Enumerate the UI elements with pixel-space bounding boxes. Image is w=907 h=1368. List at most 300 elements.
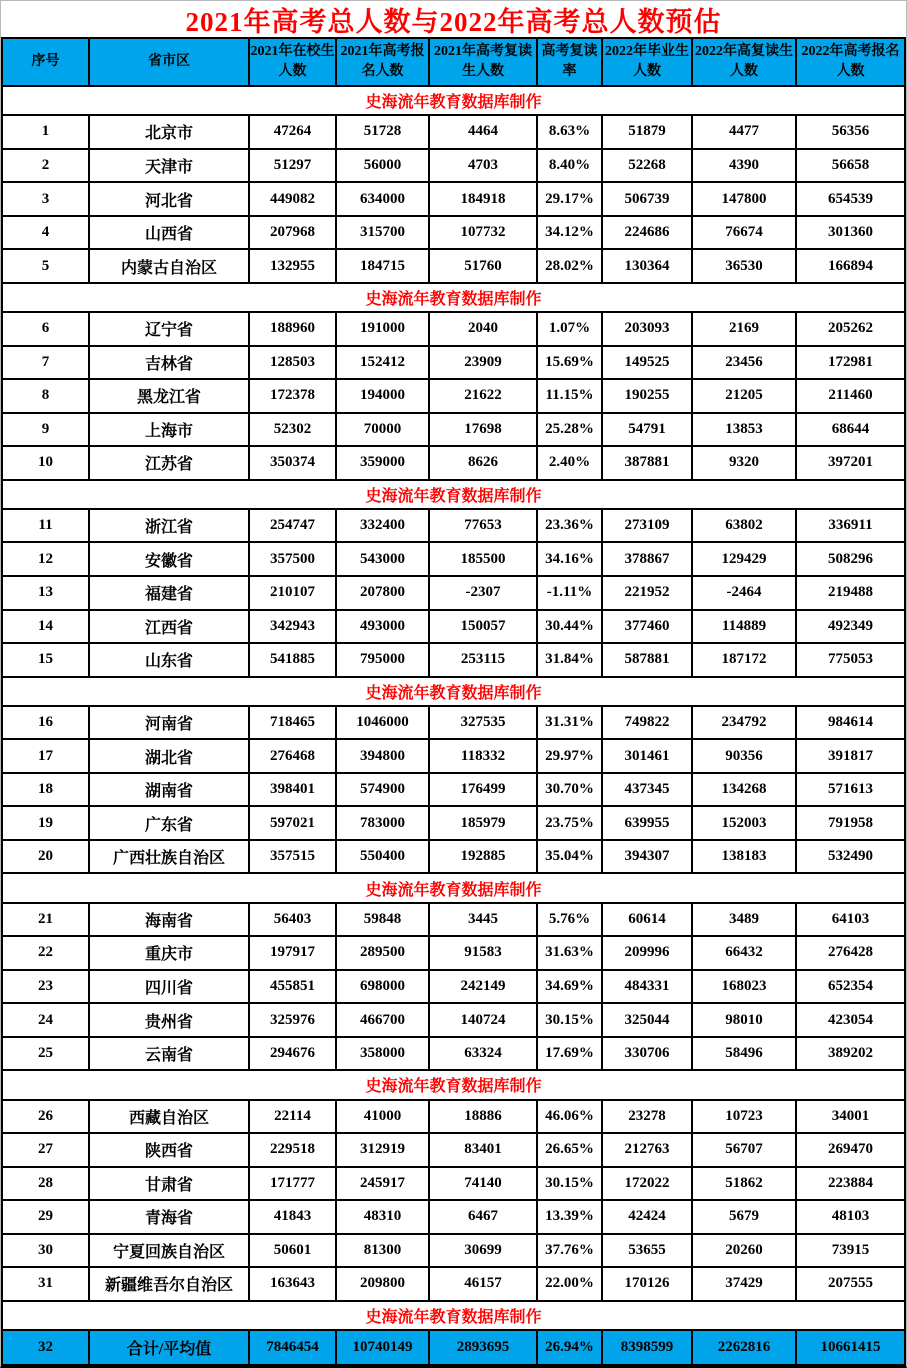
value-cell: 493000 [336,610,429,644]
row-index-cell: 11 [2,509,89,543]
province-name-cell: 广西壮族自治区 [89,840,249,874]
value-cell: -2464 [692,576,796,610]
row-index-cell: 23 [2,970,89,1004]
value-cell: 36530 [692,249,796,283]
province-row [2,840,905,874]
value-cell: 276428 [796,936,905,970]
value-cell: 41000 [336,1100,429,1134]
value-cell: 449082 [249,182,336,216]
province-row [2,706,905,740]
column-header-4: 2021年高考复读生人数 [429,38,537,86]
province-row [2,576,905,610]
province-name-cell: 内蒙古自治区 [89,249,249,283]
value-cell: 23278 [602,1100,692,1134]
province-name-cell: 宁夏回族自治区 [89,1234,249,1268]
province-name-cell: 湖南省 [89,773,249,807]
province-exam-table [1,37,906,1366]
value-cell: 377460 [602,610,692,644]
value-cell: 224686 [602,216,692,250]
value-cell: 8626 [429,446,537,480]
row-index-cell: 19 [2,806,89,840]
value-cell: 37.76% [537,1234,602,1268]
value-cell: 138183 [692,840,796,874]
value-cell: 30.15% [537,1003,602,1037]
row-index-cell: 13 [2,576,89,610]
row-index-cell: 7 [2,346,89,380]
value-cell: 30.15% [537,1167,602,1201]
value-cell: 35.04% [537,840,602,874]
value-cell: 58496 [692,1037,796,1071]
value-cell: 188960 [249,312,336,346]
value-cell: 1046000 [336,706,429,740]
value-cell: 795000 [336,643,429,677]
value-cell: 63324 [429,1037,537,1071]
province-row [2,643,905,677]
watermark-row [2,1301,905,1330]
value-cell: 4703 [429,149,537,183]
value-cell: 81300 [336,1234,429,1268]
value-cell: 13.39% [537,1200,602,1234]
value-cell: 336911 [796,509,905,543]
value-cell: 132955 [249,249,336,283]
value-cell: 30.44% [537,610,602,644]
value-cell: 1.07% [537,312,602,346]
value-cell: 574900 [336,773,429,807]
row-index-cell: 26 [2,1100,89,1134]
value-cell: 394800 [336,739,429,773]
value-cell: 391817 [796,739,905,773]
value-cell: 34.12% [537,216,602,250]
value-cell: 64103 [796,903,905,937]
row-index-cell: 20 [2,840,89,874]
province-name-cell: 北京市 [89,115,249,149]
value-cell: 20260 [692,1234,796,1268]
value-cell: 209996 [602,936,692,970]
value-cell: 17698 [429,413,537,447]
province-name-cell: 甘肃省 [89,1167,249,1201]
value-cell: 22114 [249,1100,336,1134]
watermark-row [2,1070,905,1099]
column-header-2: 2021年在校生人数 [249,38,336,86]
value-cell: 775053 [796,643,905,677]
value-cell: 42424 [602,1200,692,1234]
value-cell: 6467 [429,1200,537,1234]
province-name-cell: 江西省 [89,610,249,644]
value-cell: 41843 [249,1200,336,1234]
column-header-8: 2022年高考报名人数 [796,38,905,86]
value-cell: 130364 [602,249,692,283]
value-cell: 51879 [602,115,692,149]
row-index-cell: 10 [2,446,89,480]
watermark-text: 史海流年教育数据库制作 [2,480,905,509]
value-cell: 194000 [336,379,429,413]
province-name-cell: 西藏自治区 [89,1100,249,1134]
value-cell: 484331 [602,970,692,1004]
value-cell: 147800 [692,182,796,216]
value-cell: 172022 [602,1167,692,1201]
value-cell: 129429 [692,542,796,576]
value-cell: 191000 [336,312,429,346]
row-index-cell: 22 [2,936,89,970]
value-cell: 327535 [429,706,537,740]
value-cell: 23.36% [537,509,602,543]
value-cell: 10723 [692,1100,796,1134]
value-cell: 184918 [429,182,537,216]
row-index-cell: 14 [2,610,89,644]
province-row [2,182,905,216]
value-cell: 68644 [796,413,905,447]
value-cell: 10661415 [796,1330,905,1365]
column-header-3: 2021年高考报名人数 [336,38,429,86]
value-cell: 8.63% [537,115,602,149]
value-cell: 254747 [249,509,336,543]
value-cell: 23.75% [537,806,602,840]
row-index-cell: 1 [2,115,89,149]
value-cell: 587881 [602,643,692,677]
value-cell: 149525 [602,346,692,380]
row-index-cell: 18 [2,773,89,807]
value-cell: 5679 [692,1200,796,1234]
row-index-cell: 17 [2,739,89,773]
value-cell: 2262816 [692,1330,796,1365]
value-cell: 207555 [796,1267,905,1301]
value-cell: 47264 [249,115,336,149]
value-cell: 48103 [796,1200,905,1234]
value-cell: 54791 [602,413,692,447]
row-index-cell: 21 [2,903,89,937]
value-cell: 53655 [602,1234,692,1268]
value-cell: 51297 [249,149,336,183]
province-row [2,610,905,644]
value-cell: 652354 [796,970,905,1004]
province-row [2,446,905,480]
value-cell: 543000 [336,542,429,576]
province-row [2,115,905,149]
value-cell: 397201 [796,446,905,480]
value-cell: 18886 [429,1100,537,1134]
value-cell: 56000 [336,149,429,183]
row-index-cell: 6 [2,312,89,346]
value-cell: 508296 [796,542,905,576]
value-cell: 2040 [429,312,537,346]
province-name-cell: 海南省 [89,903,249,937]
value-cell: 294676 [249,1037,336,1071]
value-cell: 315700 [336,216,429,250]
value-cell: 332400 [336,509,429,543]
value-cell: 59848 [336,903,429,937]
value-cell: 29.97% [537,739,602,773]
province-row [2,936,905,970]
province-row [2,216,905,250]
value-cell: 51728 [336,115,429,149]
value-cell: 140724 [429,1003,537,1037]
value-cell: 2169 [692,312,796,346]
value-cell: 76674 [692,216,796,250]
value-cell: 60614 [602,903,692,937]
value-cell: 46.06% [537,1100,602,1134]
value-cell: 698000 [336,970,429,1004]
value-cell: 7846454 [249,1330,336,1365]
value-cell: -2307 [429,576,537,610]
value-cell: 56403 [249,903,336,937]
value-cell: 31.84% [537,643,602,677]
value-cell: 387881 [602,446,692,480]
value-cell: 9320 [692,446,796,480]
value-cell: 30699 [429,1234,537,1268]
province-row [2,1133,905,1167]
value-cell: 654539 [796,182,905,216]
value-cell: 22.00% [537,1267,602,1301]
value-cell: 466700 [336,1003,429,1037]
province-row [2,1037,905,1071]
column-header-1: 省市区 [89,38,249,86]
value-cell: 152003 [692,806,796,840]
value-cell: 639955 [602,806,692,840]
value-cell: 212763 [602,1133,692,1167]
value-cell: 52302 [249,413,336,447]
value-cell: 29.17% [537,182,602,216]
province-row [2,773,905,807]
value-cell: 541885 [249,643,336,677]
province-name-cell: 湖北省 [89,739,249,773]
value-cell: 350374 [249,446,336,480]
page-title: 2021年高考总人数与2022年高考总人数预估 [185,6,722,37]
province-row [2,509,905,543]
value-cell: 245917 [336,1167,429,1201]
value-cell: 171777 [249,1167,336,1201]
province-row [2,346,905,380]
value-cell: 21205 [692,379,796,413]
value-cell: 234792 [692,706,796,740]
value-cell: 114889 [692,610,796,644]
province-row [2,1267,905,1301]
value-cell: 325044 [602,1003,692,1037]
watermark-row [2,677,905,706]
value-cell: 357500 [249,542,336,576]
value-cell: 107732 [429,216,537,250]
value-cell: 15.69% [537,346,602,380]
row-index-cell: 31 [2,1267,89,1301]
value-cell: 205262 [796,312,905,346]
province-name-cell: 四川省 [89,970,249,1004]
value-cell: 26.65% [537,1133,602,1167]
province-row [2,413,905,447]
value-cell: 26.94% [537,1330,602,1365]
value-cell: 325976 [249,1003,336,1037]
value-cell: 11.15% [537,379,602,413]
value-cell: 37429 [692,1267,796,1301]
value-cell: 187172 [692,643,796,677]
value-cell: 3445 [429,903,537,937]
watermark-row [2,86,905,115]
value-cell: 46157 [429,1267,537,1301]
row-index-cell: 8 [2,379,89,413]
province-row [2,903,905,937]
province-name-cell: 贵州省 [89,1003,249,1037]
table-header-row [2,38,905,86]
value-cell: 77653 [429,509,537,543]
value-cell: 301360 [796,216,905,250]
value-cell: 172981 [796,346,905,380]
value-cell: 5.76% [537,903,602,937]
province-row [2,312,905,346]
value-cell: 749822 [602,706,692,740]
value-cell: 73915 [796,1234,905,1268]
value-cell: 207800 [336,576,429,610]
value-cell: 207968 [249,216,336,250]
watermark-text: 史海流年教育数据库制作 [2,1070,905,1099]
row-index-cell: 24 [2,1003,89,1037]
value-cell: 185979 [429,806,537,840]
value-cell: 634000 [336,182,429,216]
value-cell: 197917 [249,936,336,970]
watermark-text: 史海流年教育数据库制作 [2,677,905,706]
value-cell: 276468 [249,739,336,773]
value-cell: 163643 [249,1267,336,1301]
row-index-cell: 25 [2,1037,89,1071]
value-cell: 2.40% [537,446,602,480]
watermark-text: 史海流年教育数据库制作 [2,86,905,115]
province-name-cell: 云南省 [89,1037,249,1071]
value-cell: 31.31% [537,706,602,740]
province-name-cell: 广东省 [89,806,249,840]
province-name-cell: 黑龙江省 [89,379,249,413]
row-index-cell: 30 [2,1234,89,1268]
value-cell: 66432 [692,936,796,970]
value-cell: 211460 [796,379,905,413]
province-row [2,806,905,840]
value-cell: 492349 [796,610,905,644]
value-cell: 56658 [796,149,905,183]
column-header-0: 序号 [2,38,89,86]
value-cell: 4477 [692,115,796,149]
value-cell: 190255 [602,379,692,413]
province-name-cell: 重庆市 [89,936,249,970]
column-header-6: 2022年毕业生人数 [602,38,692,86]
value-cell: 118332 [429,739,537,773]
province-name-cell: 河北省 [89,182,249,216]
value-cell: 783000 [336,806,429,840]
province-row [2,379,905,413]
province-row [2,542,905,576]
province-row [2,1100,905,1134]
value-cell: 718465 [249,706,336,740]
row-index-cell: 3 [2,182,89,216]
value-cell: 253115 [429,643,537,677]
province-name-cell: 新疆维吾尔自治区 [89,1267,249,1301]
value-cell: 4390 [692,149,796,183]
value-cell: 90356 [692,739,796,773]
value-cell: 166894 [796,249,905,283]
value-cell: 2893695 [429,1330,537,1365]
value-cell: 150057 [429,610,537,644]
value-cell: 269470 [796,1133,905,1167]
value-cell: 172378 [249,379,336,413]
value-cell: 51760 [429,249,537,283]
value-cell: 3489 [692,903,796,937]
province-row [2,1167,905,1201]
value-cell: 389202 [796,1037,905,1071]
value-cell: 170126 [602,1267,692,1301]
row-index-cell: 2 [2,149,89,183]
watermark-row [2,873,905,902]
value-cell: 312919 [336,1133,429,1167]
row-index-cell: 15 [2,643,89,677]
value-cell: 50601 [249,1234,336,1268]
value-cell: 550400 [336,840,429,874]
province-name-cell: 福建省 [89,576,249,610]
value-cell: 597021 [249,806,336,840]
value-cell: 506739 [602,182,692,216]
value-cell: 21622 [429,379,537,413]
value-cell: 437345 [602,773,692,807]
value-cell: 219488 [796,576,905,610]
value-cell: 184715 [336,249,429,283]
value-cell: 63802 [692,509,796,543]
value-cell: 34.16% [537,542,602,576]
value-cell: 342943 [249,610,336,644]
province-row [2,739,905,773]
value-cell: 223884 [796,1167,905,1201]
province-name-cell: 上海市 [89,413,249,447]
total-average-row [2,1330,905,1365]
value-cell: 23909 [429,346,537,380]
province-name-cell: 辽宁省 [89,312,249,346]
watermark-row [2,283,905,312]
value-cell: 134268 [692,773,796,807]
value-cell: 791958 [796,806,905,840]
province-name-cell: 陕西省 [89,1133,249,1167]
province-row [2,1234,905,1268]
province-name-cell: 河南省 [89,706,249,740]
value-cell: 359000 [336,446,429,480]
value-cell: 34.69% [537,970,602,1004]
value-cell: 70000 [336,413,429,447]
value-cell: 301461 [602,739,692,773]
value-cell: 83401 [429,1133,537,1167]
row-index-cell: 27 [2,1133,89,1167]
province-row [2,1003,905,1037]
value-cell: 330706 [602,1037,692,1071]
row-index-cell: 5 [2,249,89,283]
row-index-cell: 9 [2,413,89,447]
value-cell: 203093 [602,312,692,346]
value-cell: 229518 [249,1133,336,1167]
value-cell: 4464 [429,115,537,149]
watermark-text: 史海流年教育数据库制作 [2,873,905,902]
watermark-text: 史海流年教育数据库制作 [2,1301,905,1330]
value-cell: 378867 [602,542,692,576]
row-index-cell: 4 [2,216,89,250]
value-cell: 56356 [796,115,905,149]
value-cell: 98010 [692,1003,796,1037]
value-cell: 209800 [336,1267,429,1301]
value-cell: 52268 [602,149,692,183]
value-cell: 192885 [429,840,537,874]
province-name-cell: 青海省 [89,1200,249,1234]
value-cell: 8.40% [537,149,602,183]
value-cell: 128503 [249,346,336,380]
value-cell: 152412 [336,346,429,380]
value-cell: 25.28% [537,413,602,447]
province-row [2,1200,905,1234]
value-cell: 8398599 [602,1330,692,1365]
value-cell: 273109 [602,509,692,543]
province-row [2,249,905,283]
value-cell: 31.63% [537,936,602,970]
value-cell: 56707 [692,1133,796,1167]
value-cell: 394307 [602,840,692,874]
